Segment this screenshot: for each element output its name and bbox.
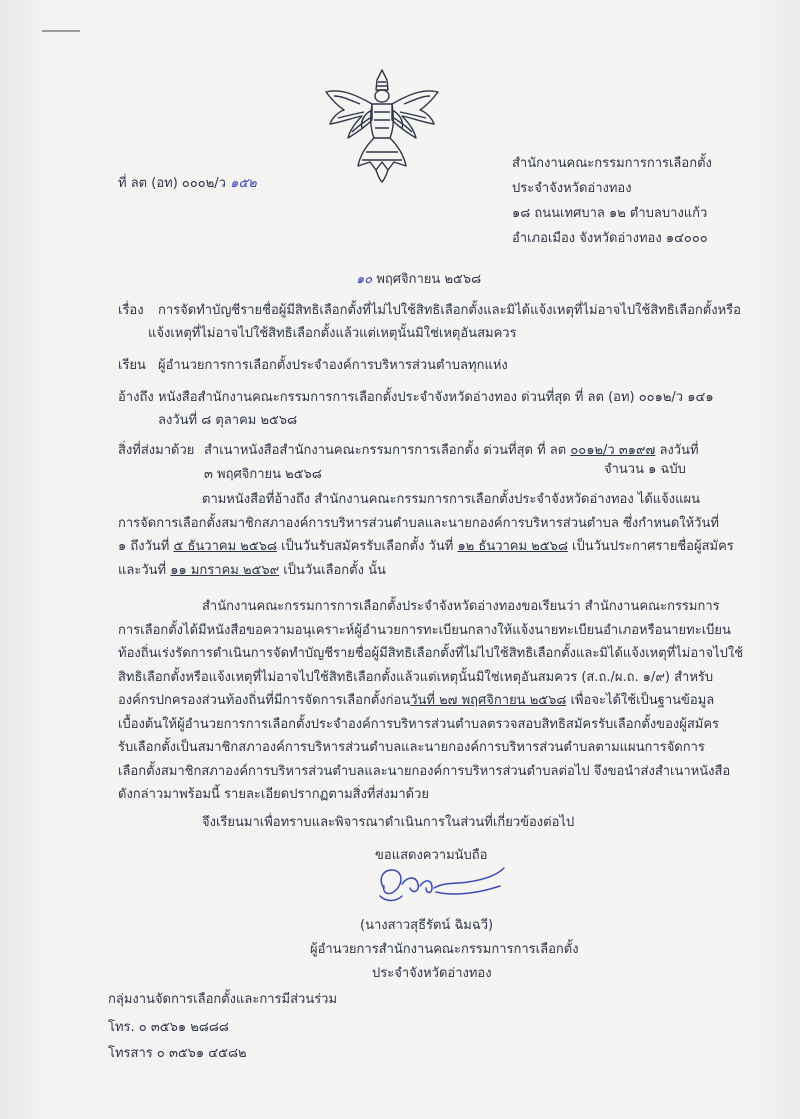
enclosure-line-1	[204, 443, 699, 459]
footer-fax: โทรสาร ๐ ๓๕๖๑ ๔๕๘๒	[108, 1046, 247, 1061]
para1-l3-b: เป็นวันรับสมัครรับเลือกตั้ง วันที่	[276, 539, 458, 554]
handwritten-signature	[372, 862, 522, 908]
garuda-emblem	[320, 66, 444, 184]
para2-line-2: การเลือกตั้งได้มีหนังสือขอความอนุเคราะห์ผู้อำนวยการทะเบียนกลางให้แจ้งนายทะเบียนอำเภอหรือนายทะเบียน	[118, 622, 731, 638]
sender-line-4: อำเภอเมือง จังหวัดอ่างทอง ๑๔๐๐๐	[512, 231, 708, 246]
para2-l5-b: เพื่อจะได้ใช้เป็นฐานข้อมูล	[566, 693, 715, 708]
para2-line-8: เลือกตั้งสมาชิกสภาองค์การบริหารส่วนตำบลและนายกองค์การบริหารส่วนตำบลต่อไป จึงขอนำส่งสำเนาหนังสือ	[118, 763, 731, 779]
para1-l3-date-1: ๕ ธันวาคม ๒๕๖๘	[173, 539, 277, 554]
signatory-name: (นางสาวสุธีรัตน์ ฉิมฉวี)	[360, 918, 494, 933]
para2-l5-a: องค์กรปกครองส่วนท้องถิ่นที่มีการจัดการเลือกตั้งก่อน	[118, 693, 411, 708]
para1-l4-b: เป็นวันเลือกตั้ง นั้น	[279, 562, 386, 578]
footer-department: กลุ่มงานจัดการเลือกตั้งและการมีส่วนร่วม	[108, 992, 338, 1007]
para1-line-2: การจัดการเลือกตั้งสมาชิกสภาองค์การบริหารส่วนตำบลและนายกองค์การบริหารส่วนตำบล ซึ่งกำหนดให้วันที่	[118, 515, 719, 531]
recipient-text: ผู้อำนวยการการเลือกตั้งประจำองค์การบริหารส่วนตำบลทุกแห่ง	[158, 358, 508, 373]
para1-line-4	[118, 559, 734, 583]
reference-line-2: ลงวันที่ ๘ ตุลาคม ๒๕๖๘	[158, 413, 298, 428]
reference-label: อ้างถึง	[118, 390, 154, 405]
sender-line-3: ๑๘ ถนนเทศบาล ๑๒ ตำบลบางแก้ว	[512, 206, 708, 221]
enclosure-text-b: ลงวันที่	[655, 443, 699, 458]
enclosure-text-a: สำเนาหนังสือสำนักงานคณะกรรมการการเลือกตั้ง ด่วนที่สุด ที่ ลต	[204, 443, 571, 458]
reference-line-1: หนังสือสำนักงานคณะกรรมการการเลือกตั้งประจำจังหวัดอ่างทอง ด่วนที่สุด ที่ ลต (อท) ๐๐๑๒/ว ๑๔๑	[158, 390, 714, 405]
paragraph-3: จึงเรียนมาเพื่อทราบและพิจารณาดำเนินการในส่วนที่เกี่ยวข้องต่อไป	[202, 815, 575, 830]
date-day-handwritten: ๑๐	[356, 272, 373, 287]
footer-telephone: โทร. ๐ ๓๕๖๑ ๒๘๘๘	[108, 1020, 229, 1035]
para2-line-7: รับเลือกตั้งเป็นสมาชิกสภาองค์การบริหารส่วนตำบลและนายกองค์การบริหารส่วนตำบลตามแผนการจัดการ	[118, 740, 705, 755]
enclosure-line-2: ๓ พฤศจิกายน ๒๕๖๘	[204, 467, 322, 482]
closing: ขอแสดงความนับถือ	[375, 848, 488, 863]
subject-line-2: แจ้งเหตุที่ไม่อาจไปใช้สิทธิเลือกตั้งแล้วแต่เหตุนั้นมิใช่เหตุอันสมควร	[148, 326, 517, 341]
letter-date	[356, 272, 481, 288]
para1-l3-c: เป็นวันประกาศรายชื่อผู้สมัคร	[567, 539, 734, 554]
para2-line-9: ดังกล่าวมาพร้อมนี้ รายละเอียดปรากฏตามสิ่งที่ส่งมาด้วย	[118, 787, 430, 802]
enclosure-count: จำนวน ๑ ฉบับ	[604, 462, 686, 477]
sender-line-1: สำนักงานคณะกรรมการการเลือกตั้ง	[512, 156, 712, 171]
para2-l5-date: วันที่ ๒๗ พฤศจิกายน ๒๕๖๘	[410, 693, 567, 708]
paragraph-2	[118, 595, 743, 807]
para1-l4-date: ๑๑ มกราคม ๒๕๖๙	[170, 562, 280, 578]
para2-line-1: สำนักงานคณะกรรมการการเลือกตั้งประจำจังหวัดอ่างทองขอเรียนว่า สำนักงานคณะกรรมการ	[202, 599, 720, 614]
enclosure-ref-underlined: ๐๐๑๒/ว ๓๑๙๗	[570, 443, 656, 458]
ref-no-prefix: ที่ ลต (อท) ๐๐๐๒/ว	[118, 176, 226, 191]
paragraph-1	[118, 488, 734, 582]
para1-l3-a: ๑ ถึงวันที่	[118, 539, 174, 554]
sender-line-2: ประจำจังหวัดอ่างทอง	[512, 181, 632, 196]
ref-no	[118, 176, 257, 192]
subject-label: เรื่อง	[118, 303, 144, 318]
signatory-title-2: ประจำจังหวัดอ่างทอง	[372, 966, 492, 981]
signatory-title-1: ผู้อำนวยการสำนักงานคณะกรรมการการเลือกตั้ง	[310, 942, 579, 957]
para1-line-1: ตามหนังสือที่อ้างถึง สำนักงานคณะกรรมการการเลือกตั้งประจำจังหวัดอ่างทอง ได้แจ้งแผน	[202, 492, 701, 507]
para1-l4-a: และวันที่	[118, 562, 171, 578]
recipient-label: เรียน	[118, 358, 146, 373]
para1-line-3	[118, 535, 734, 559]
subject-line-1: การจัดทำบัญชีรายชื่อผู้มีสิทธิเลือกตั้งที่ไม่ไปใช้สิทธิเลือกตั้งและมิได้แจ้งเหตุที่ไม่อาจไปใช้สิทธิเลือกตั้งหรือ	[158, 303, 741, 318]
ref-no-handwritten: ๑๕๒	[230, 176, 257, 191]
para2-line-4: สิทธิเลือกตั้งหรือแจ้งเหตุที่ไม่อาจไปใช้สิทธิเลือกตั้งแล้วแต่เหตุนั้นมิใช่เหตุอันสมควร (ส.ถ./ผ.ถ. ๑/๙) สำหรับ	[118, 669, 714, 685]
para1-l3-date-2: ๑๒ ธันวาคม ๒๕๖๘	[457, 539, 568, 554]
enclosure-label: สิ่งที่ส่งมาด้วย	[118, 443, 195, 458]
scan-mark	[42, 30, 80, 32]
date-rest: พฤศจิกายน ๒๕๖๘	[376, 272, 482, 287]
para2-line-3: ท้องถิ่นเร่งรัดการดำเนินการจัดทำบัญชีรายชื่อผู้มีสิทธิเลือกตั้งที่ไม่ไปใช้สิทธิเลือกตั้งและมิได้แจ้งเหตุที่ไม่อาจไปใช้	[118, 646, 744, 661]
para2-line-5	[118, 689, 743, 713]
para2-line-6: เบื้องต้นให้ผู้อำนวยการการเลือกตั้งประจำองค์การบริหารส่วนตำบลตรวจสอบสิทธิสมัครรับเลือกตั้งของผู้สมัคร	[118, 716, 720, 732]
